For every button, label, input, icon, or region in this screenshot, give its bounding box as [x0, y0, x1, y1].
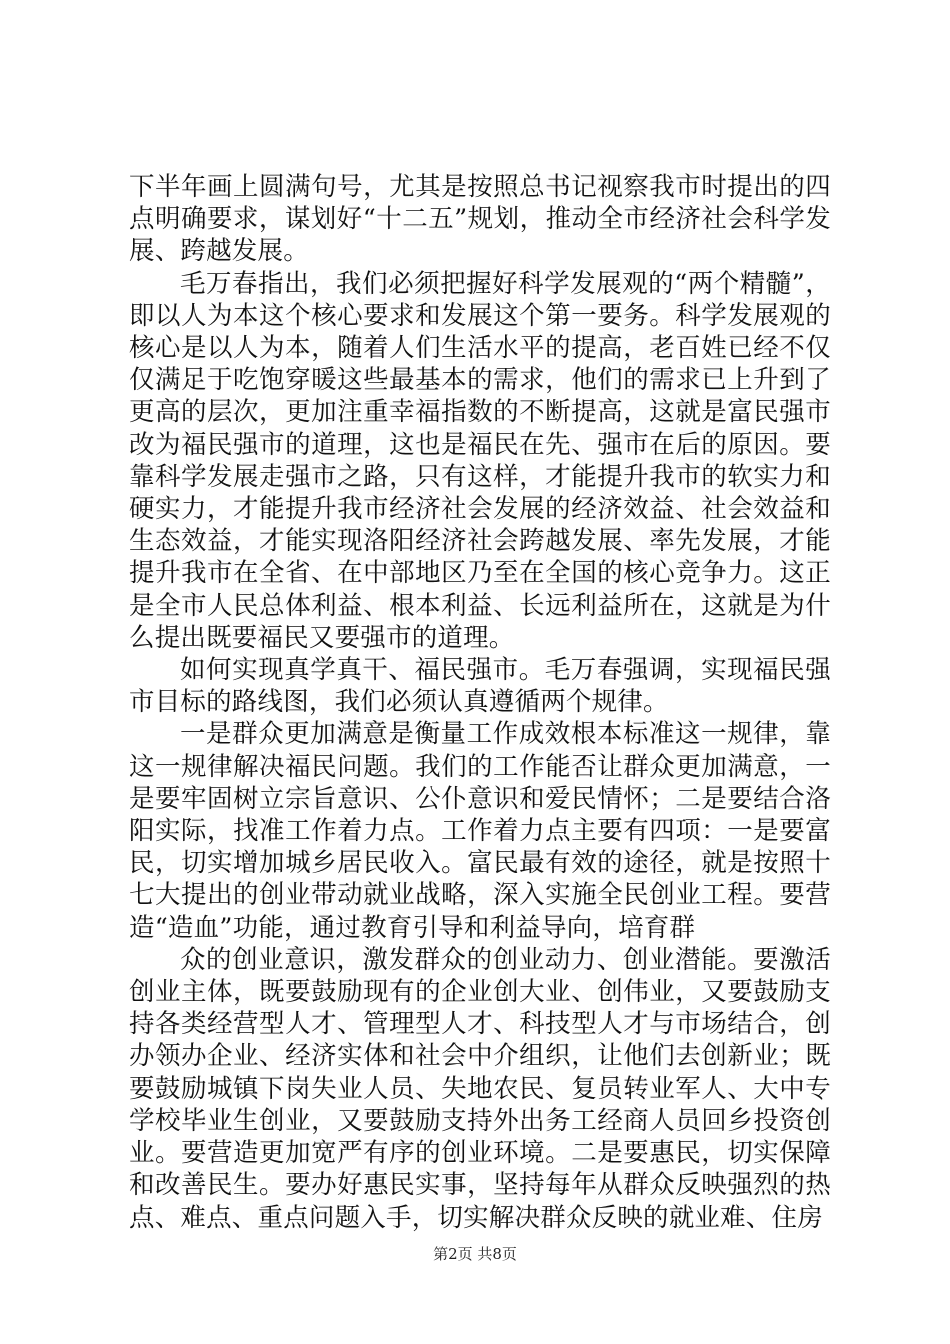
document-body: [129, 171, 831, 1234]
paragraph: 一是群众更加满意是衡量工作成效根本标准这一规律，靠这一规律解决福民问题。我们的工作能否让群众更加满意，一是要牢固树立宗旨意识、公仆意识和爱民情怀；二是要结合洛阳实际，找准工作着力点。工作着力点主要有四项：一是要富民，切实增加城乡居民收入。富民最有效的途径，就是按照十七大提出的创业带动就业战略，深入实施全民创业工程。要营造“造血”功能，通过教育引导和利益导向，培育群: [129, 719, 831, 943]
paragraph: 毛万春指出，我们必须把握好科学发展观的“两个精髓”，即以人为本这个核心要求和发展这个第一要务。科学发展观的核心是以人为本，随着人们生活水平的提高，老百姓已经不仅仅满足于吃饱穿暖这些最基本的需求，他们的需求已上升到了更高的层次，更加注重幸福指数的不断提高，这就是富民强市改为福民强市的道理，这也是福民在先、强市在后的原因。要靠科学发展走强市之路，只有这样，才能提升我市的软实力和硬实力，才能提升我市经济社会发展的经济效益、社会效益和生态效益，才能实现洛阳经济社会跨越发展、率先发展，才能提升我市在全省、在中部地区乃至在全国的核心竞争力。这正是全市人民总体利益、根本利益、长远利益所在，这就是为什么提出既要福民又要强市的道理。: [129, 268, 831, 653]
paragraph: 众的创业意识，激发群众的创业动力、创业潜能。要激活创业主体，既要鼓励现有的企业创大业、创伟业，又要鼓励支持各类经营型人才、管理型人才、科技型人才与市场结合，创办领办企业、经济实体和社会中介组织，让他们去创新业；既要鼓励城镇下岗失业人员、失地农民、复员转业军人、大中专学校毕业生创业，又要鼓励支持外出务工经商人员回乡投资创业。要营造更加宽严有序的创业环境。二是要惠民，切实保障和改善民生。要办好惠民实事，坚持每年从群众反映强烈的热点、难点、重点问题入手，切实解决群众反映的就业难、住房: [129, 944, 831, 1233]
paragraph: 如何实现真学真干、福民强市。毛万春强调，实现福民强市目标的路线图，我们必须认真遵循两个规律。: [129, 655, 831, 718]
page-number-footer: 第2页 共8页: [433, 1245, 517, 1263]
paragraph: 下半年画上圆满句号，尤其是按照总书记视察我市时提出的四点明确要求，谋划好“十二五”规划，推动全市经济社会科学发展、跨越发展。: [129, 172, 831, 267]
